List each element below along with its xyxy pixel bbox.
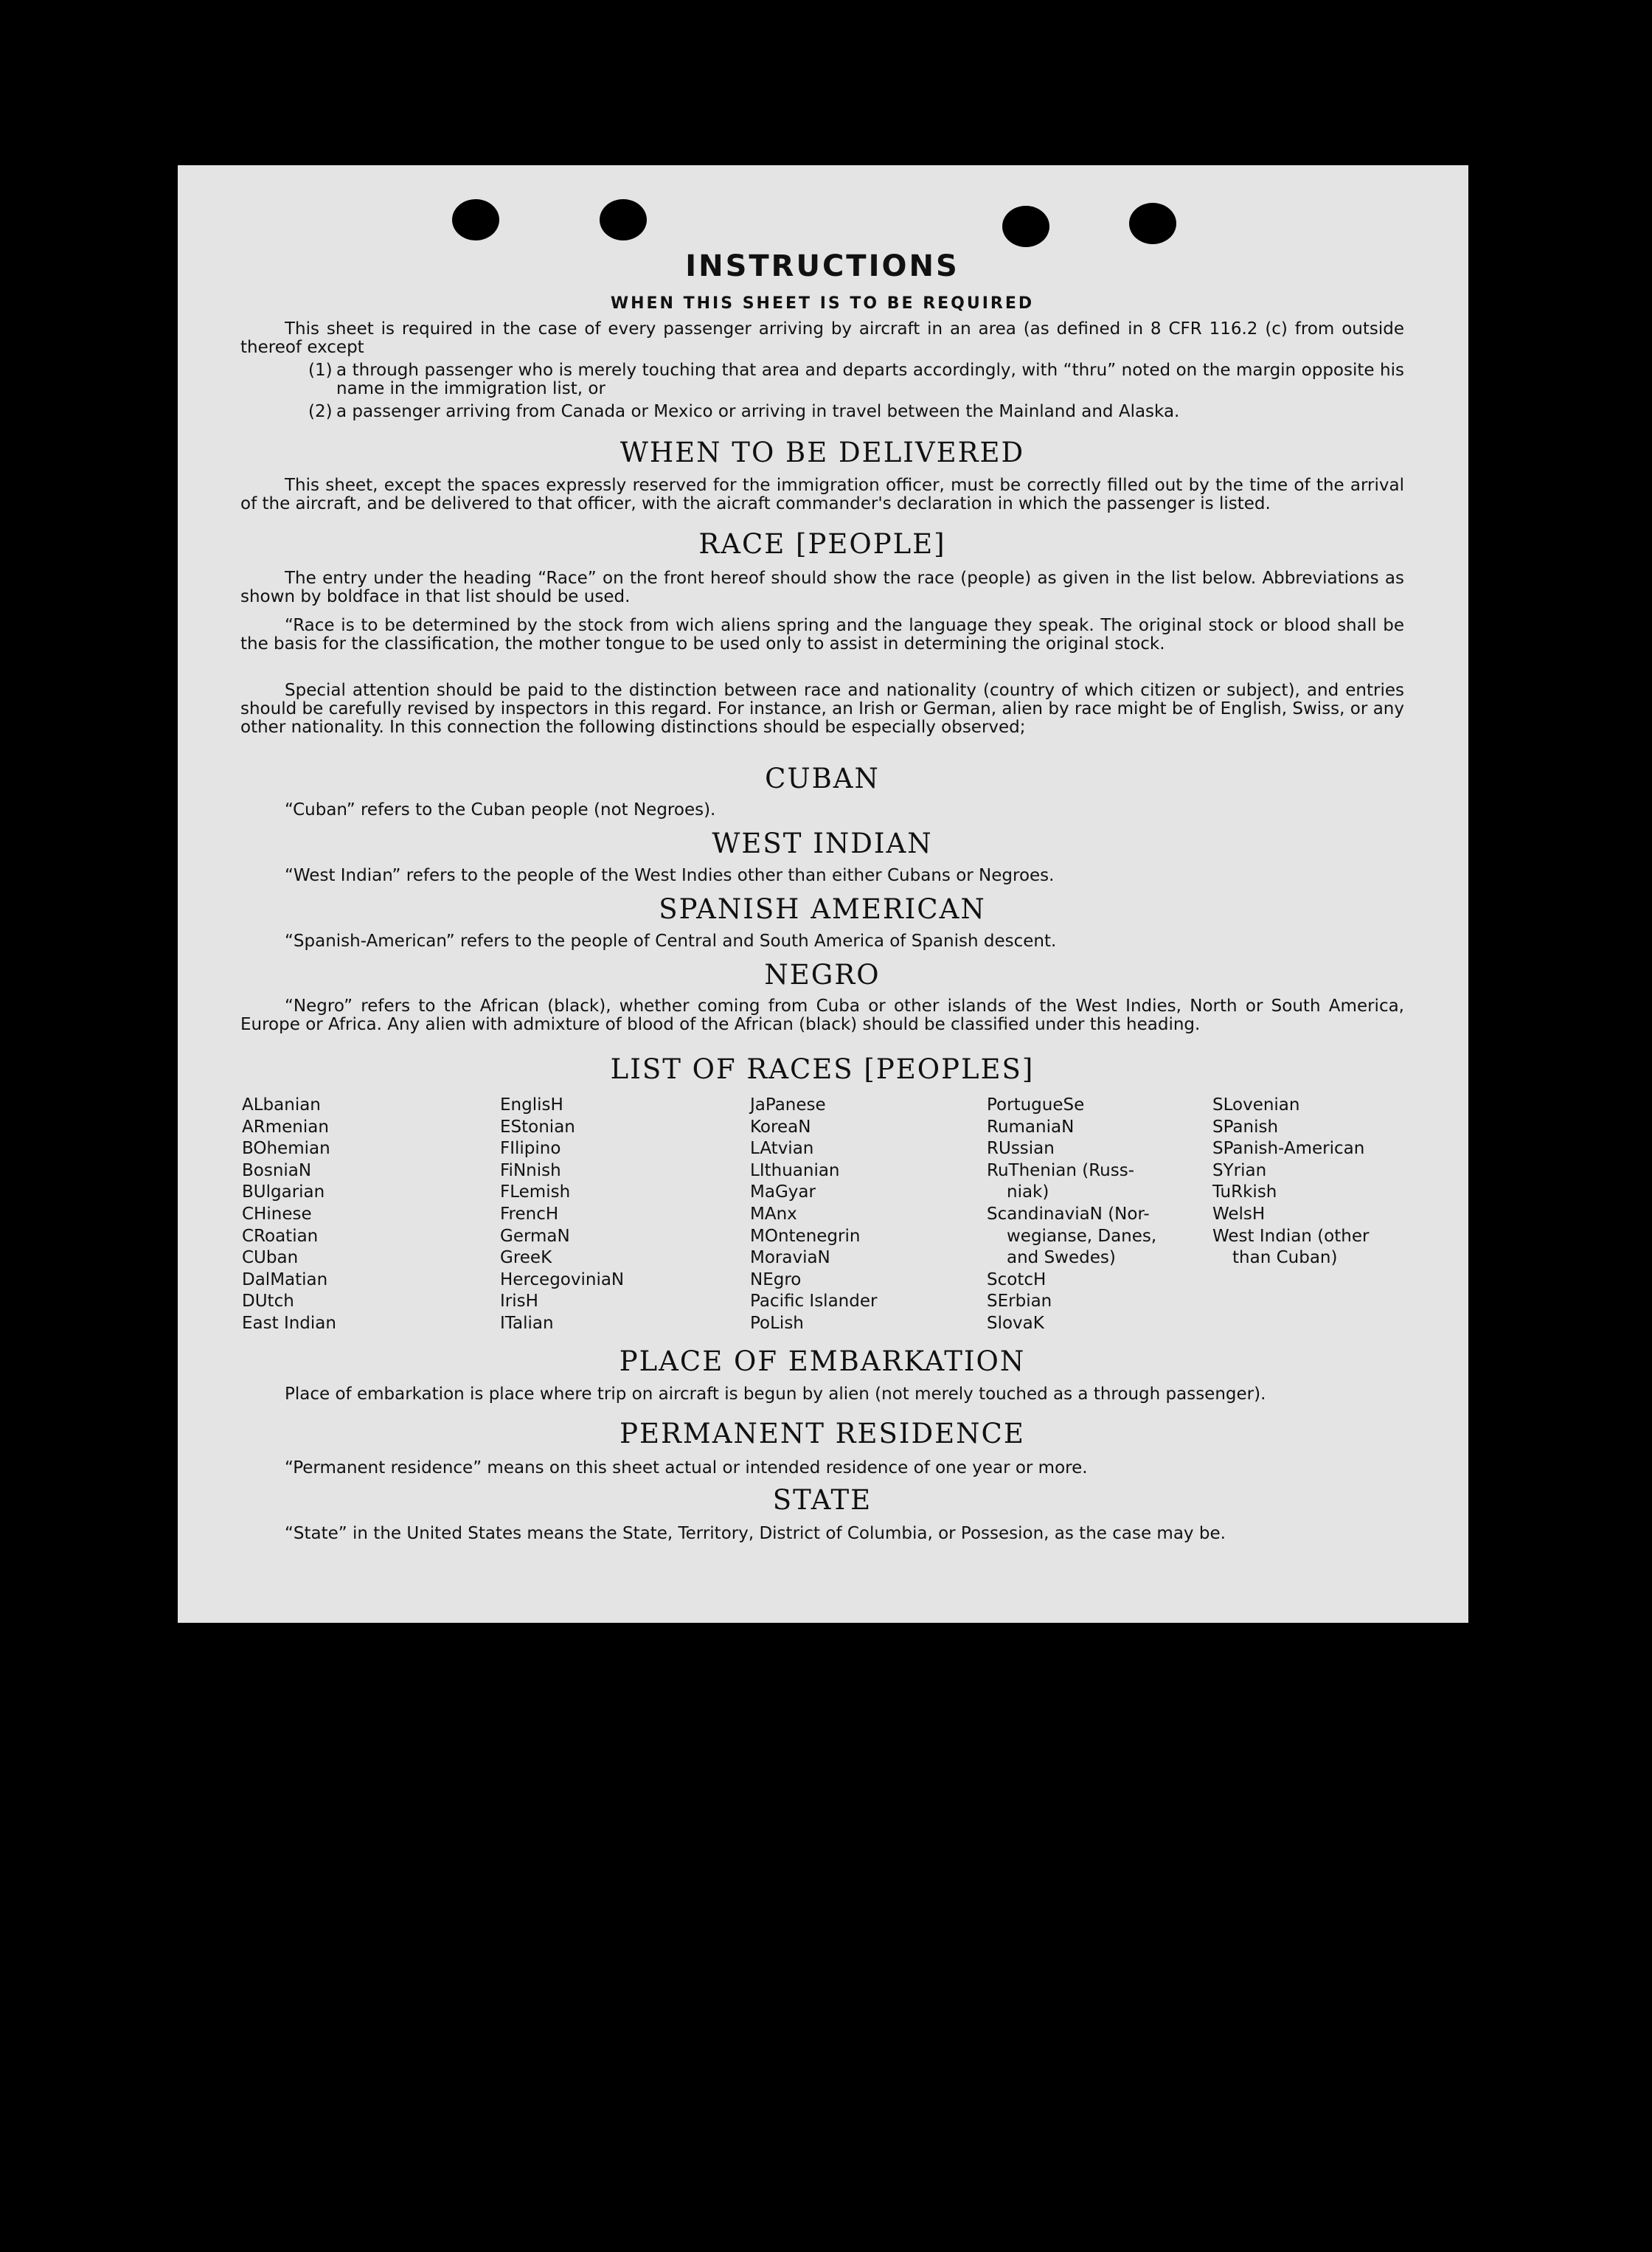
page-title: INSTRUCTIONS <box>685 249 959 283</box>
race-item: SLovenian <box>1212 1095 1300 1115</box>
race-item: RUssian <box>987 1139 1055 1159</box>
race-item: DUtch <box>242 1292 294 1312</box>
race-item: HercegoviniaN <box>500 1269 625 1289</box>
race-item: DalMatian <box>242 1269 328 1289</box>
race-item: LIthuanian <box>750 1160 840 1180</box>
race-item: RumaniaN <box>987 1117 1075 1137</box>
race-item: EStonian <box>500 1117 575 1137</box>
race-item: IrisH <box>500 1292 538 1312</box>
race-item: TuRkish <box>1212 1182 1277 1202</box>
race-item: PortugueSe <box>987 1095 1085 1115</box>
race-item: NEgro <box>750 1269 802 1289</box>
punch-hole <box>1002 206 1049 247</box>
race-item: BUlgarian <box>242 1182 325 1202</box>
section-heading-state: STATE <box>772 1484 872 1516</box>
cuban-paragraph: “Cuban” refers to the Cuban people (not Negroes). <box>285 800 716 820</box>
race-item: MAnx <box>750 1204 797 1224</box>
exception-item-1 <box>308 361 1404 398</box>
race-item: wegianse, Danes, <box>1007 1226 1157 1246</box>
residence-paragraph: “Permanent residence” means on this sheet actual or intended residence of one year or more. <box>285 1458 1088 1477</box>
race-item: BOhemian <box>242 1139 330 1159</box>
race-paragraph-1: The entry under the heading “Race” on the front hereof should show the race (people) as given in the list below. Abbreviations as shown by boldface in that list should be used. <box>240 569 1404 606</box>
race-item: SPanish <box>1212 1117 1279 1137</box>
race-item: LAtvian <box>750 1139 814 1159</box>
race-item: WelsH <box>1212 1204 1266 1224</box>
page-subtitle: WHEN THIS SHEET IS TO BE REQUIRED <box>610 294 1035 313</box>
document-sheet <box>178 165 1468 1623</box>
race-item: niak) <box>1007 1182 1049 1202</box>
spanish-american-paragraph: “Spanish-American” refers to the people of Central and South America of Spanish descent. <box>285 932 1057 951</box>
race-item: West Indian (other <box>1212 1226 1370 1246</box>
punch-hole <box>1129 203 1176 244</box>
section-heading-spanish-american: SPANISH AMERICAN <box>659 893 986 925</box>
race-item: ScandinaviaN (Nor- <box>987 1204 1150 1224</box>
item-text: a passenger arriving from Canada or Mexico or arriving in travel between the Mainland and Alaska. <box>336 402 1180 421</box>
state-paragraph: “State” in the United States means the State, Territory, District of Columbia, or Possesion, as the case may be. <box>285 1524 1226 1543</box>
delivered-paragraph: This sheet, except the spaces expressly reserved for the immigration officer, must be correctly filled out by the time of the arrival of the aircraft, and be delivered to that officer, with the aicraft commander's declaration in which the passenger is listed. <box>240 476 1404 513</box>
race-column-5 <box>1212 1095 1369 1269</box>
race-item: FiNnish <box>500 1160 561 1180</box>
race-item: ScotcH <box>987 1269 1047 1289</box>
race-column-2 <box>500 1095 624 1335</box>
race-column-1 <box>242 1095 336 1335</box>
race-item: East Indian <box>242 1313 336 1333</box>
negro-paragraph: “Negro” refers to the African (black), whether coming from Cuba or other islands of the West Indies, North or South America, Europe or Africa. Any alien with admixture of blood of the African (black) should be classified under this heading. <box>240 997 1404 1034</box>
race-item: FrencH <box>500 1204 559 1224</box>
race-item: PoLish <box>750 1313 804 1333</box>
section-heading-embarkation: PLACE OF EMBARKATION <box>619 1345 1026 1377</box>
section-heading-cuban: CUBAN <box>765 763 880 794</box>
section-heading-west-indian: WEST INDIAN <box>712 828 933 859</box>
race-column-3 <box>750 1095 877 1335</box>
section-heading-negro: NEGRO <box>764 959 881 991</box>
race-item: FLemish <box>500 1182 571 1202</box>
item-number: (1) <box>308 361 333 380</box>
race-item: ARmenian <box>242 1117 329 1137</box>
race-item: FIlipino <box>500 1139 561 1159</box>
race-item: ITalian <box>500 1313 554 1333</box>
race-item: SlovaK <box>987 1313 1044 1333</box>
race-item: MOntenegrin <box>750 1226 861 1246</box>
race-item: CHinese <box>242 1204 312 1224</box>
race-item: and Swedes) <box>1007 1248 1116 1268</box>
race-item: SYrian <box>1212 1160 1267 1180</box>
race-item: SErbian <box>987 1292 1052 1312</box>
punch-hole <box>600 199 647 240</box>
race-item: than Cuban) <box>1232 1248 1338 1268</box>
race-item: SPanish-American <box>1212 1139 1365 1159</box>
race-item: JaPanese <box>750 1095 826 1115</box>
west-indian-paragraph: “West Indian” refers to the people of the West Indies other than either Cubans or Negroes. <box>285 866 1055 885</box>
race-item: Pacific Islander <box>750 1292 878 1312</box>
race-item: MaGyar <box>750 1182 816 1202</box>
section-heading-races: LIST OF RACES [PEOPLES] <box>610 1053 1035 1085</box>
exception-item-2 <box>308 402 1404 421</box>
race-column-4 <box>987 1095 1156 1335</box>
race-item: KoreaN <box>750 1117 811 1137</box>
section-heading-race: RACE [PEOPLE] <box>698 528 946 560</box>
race-item: CUban <box>242 1248 299 1268</box>
race-item: GreeK <box>500 1248 552 1268</box>
race-item: BosniaN <box>242 1160 312 1180</box>
race-item: EnglisH <box>500 1095 563 1115</box>
item-number: (2) <box>308 402 333 421</box>
race-item: RuThenian (Russ- <box>987 1160 1135 1180</box>
race-paragraph-2: “Race is to be determined by the stock from wich aliens spring and the language they speak. The original stock or blood shall be the basis for the classification, the mother tongue to be used only to assist in determining the original stock. <box>240 616 1404 654</box>
race-item: CRoatian <box>242 1226 319 1246</box>
race-paragraph-3: Special attention should be paid to the distinction between race and nationality (country of which citizen or subject), and entries should be carefully revised by inspectors in this regard. For instance, an Irish or German, alien by race might be of English, Swiss, or any other nationality. In this connection the following distinctions should be especially observed; <box>240 681 1404 737</box>
section-heading-delivered: WHEN TO BE DELIVERED <box>620 437 1025 468</box>
race-item: GermaN <box>500 1226 570 1246</box>
item-text: a through passenger who is merely touching that area and departs accordingly, with “thru” noted on the margin opposite his name in the immigration list, or <box>336 361 1404 398</box>
intro-paragraph: This sheet is required in the case of every passenger arriving by aircraft in an area (as defined in 8 CFR 116.2 (c) from outside thereof except <box>240 319 1404 357</box>
race-item: ALbanian <box>242 1095 321 1115</box>
race-item: MoraviaN <box>750 1248 830 1268</box>
embarkation-paragraph: Place of embarkation is place where trip on aircraft is begun by alien (not merely touched as a through passenger). <box>285 1385 1266 1404</box>
section-heading-residence: PERMANENT RESIDENCE <box>620 1418 1025 1449</box>
punch-hole <box>452 199 499 240</box>
